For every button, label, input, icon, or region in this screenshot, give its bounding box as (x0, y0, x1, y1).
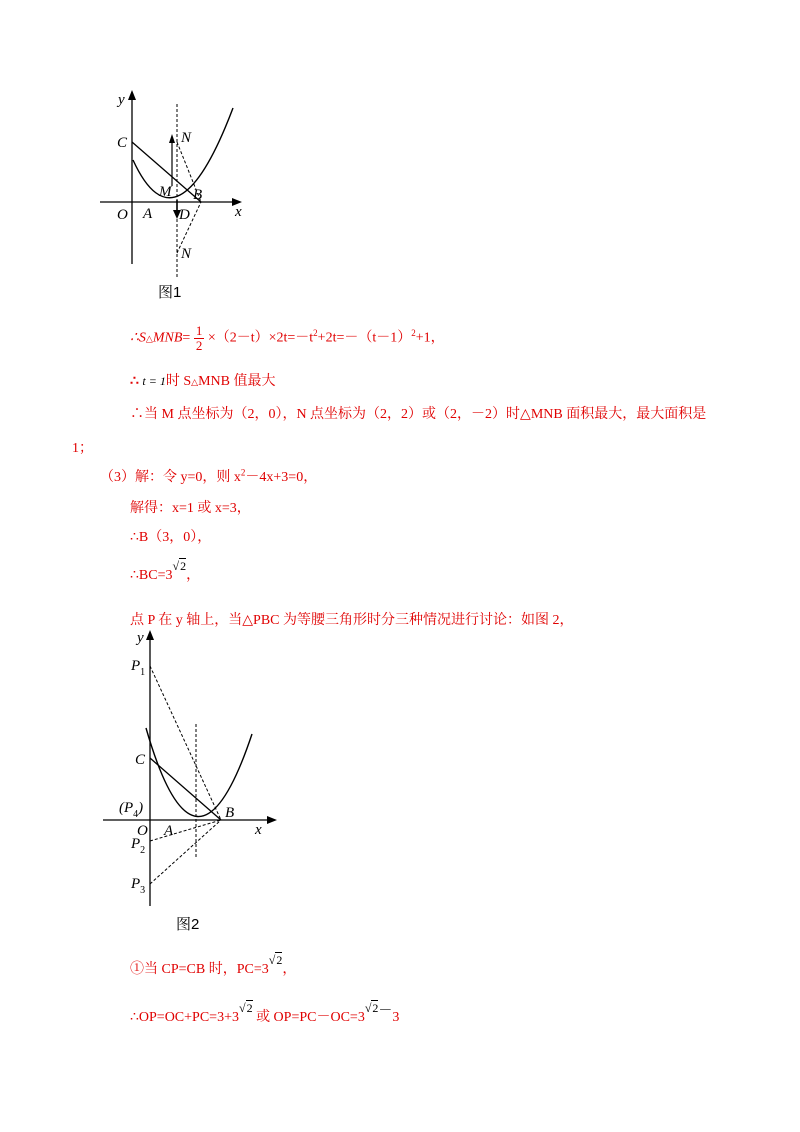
line-area-formula-prefix: ∴S (130, 330, 146, 346)
fig2-label-x: x (255, 822, 262, 838)
line-part3-solve (100, 466, 317, 486)
fig2-label-o: O (137, 823, 148, 839)
fig1-label-c: C (117, 135, 128, 151)
sqrt-radicand: 2 (246, 1001, 253, 1015)
fig2-y-arrow (146, 630, 154, 640)
fig1-label-m: M (159, 184, 172, 200)
figure-1 (95, 88, 255, 280)
line-point-b: ∴B（3，0）， (130, 530, 212, 545)
line-bc-b: ， (186, 568, 201, 583)
fig2-label-p3: $P_3$ (131, 876, 146, 896)
fig2-label-p1: $P_1$ (131, 658, 146, 678)
line-max-area-value: 1； (72, 441, 93, 456)
line-roots: 解得：x=1 或 x=3， (130, 501, 251, 516)
fig2-dashed-p2b (150, 820, 221, 841)
line-op-b: 或 OP=PC－OC=3 (256, 1010, 365, 1025)
fig1-up-arrow-head (169, 134, 175, 143)
line-case1 (130, 953, 297, 978)
fig2-caption: 图2 (176, 916, 200, 933)
line-t-max (130, 370, 275, 390)
line-area-formula-body: ×（2－t）×2t=－t (207, 330, 314, 346)
fig1-label-b: B (193, 187, 203, 203)
line-max-area: ∴当 M 点坐标为（2，0），N 点坐标为（2，2）或（2，－2）时△MNB 面积最大，最大面积是 (130, 407, 707, 422)
line-t-max-when: 时 S (165, 374, 192, 389)
fig1-y-arrow (128, 90, 136, 100)
line-case1-a: ①当 CP=CB 时，PC=3 (130, 962, 269, 977)
line-area-formula-body2: +2t=－（t－1） (317, 330, 412, 346)
fraction-one-half (194, 324, 205, 353)
line-area-formula-end: +1， (415, 330, 445, 346)
fig2-label-b: B (225, 805, 235, 821)
fig1-label-n-top: N (181, 130, 192, 146)
fig1-label-a: A (143, 206, 153, 222)
fig2-label-p4: $(P_4)$ (119, 800, 144, 820)
line-op-minus: － (378, 1004, 393, 1019)
sqrt-icon: √2 (172, 559, 187, 573)
fraction-denominator: 2 (195, 338, 203, 353)
line-op-d: 3 (392, 1010, 400, 1025)
line-t-max-triangle: △ (191, 377, 199, 387)
fig1-label-y: y (118, 92, 125, 108)
sqrt-radicand: 2 (276, 953, 283, 967)
line-area-formula (130, 324, 445, 353)
fig2-dashed-p1b (150, 666, 221, 820)
fig1-parabola (133, 108, 233, 198)
fig1-label-d: D (179, 207, 190, 223)
fig2-label-a: A (164, 823, 174, 839)
line-bc-length (130, 559, 201, 584)
line-bc-a: ∴BC=3 (130, 568, 173, 583)
sqrt-icon: √2 (268, 953, 283, 967)
line-case1-op (130, 1001, 400, 1026)
line-area-formula-sup2: 2 (411, 328, 416, 339)
fig2-dashed-p3b (150, 820, 221, 884)
fig2-label-p2: $P_2$ (131, 836, 146, 856)
line-area-formula-mnb: MNB (152, 330, 183, 346)
line-part3-b: －4x+3=0， (245, 470, 318, 485)
line-area-formula-sup1: 2 (313, 328, 318, 339)
figure-2 (95, 626, 285, 910)
line-case1-b: ， (282, 962, 297, 977)
fig2-x-arrow (267, 816, 277, 824)
line-part3-sup: 2 (240, 467, 246, 478)
line-t-max-therefore: ∴ (130, 374, 139, 389)
line-op-a: ∴OP=OC+PC=3+3 (130, 1010, 239, 1025)
sqrt-icon: √2 (364, 1001, 379, 1015)
sqrt-icon: √2 (238, 1001, 253, 1015)
sqrt-radicand: 2 (180, 559, 187, 573)
sqrt-radicand: 2 (372, 1001, 379, 1015)
line-isosceles-intro: 点 P 在 y 轴上，当△PBC 为等腰三角形时分三种情况进行讨论：如图 2， (130, 613, 574, 628)
fraction-numerator: 1 (195, 323, 203, 338)
fig1-caption: 图1 (158, 284, 182, 301)
fig1-label-o: O (117, 207, 128, 223)
line-t-max-eq: t = 1 (142, 374, 166, 388)
fig2-label-y: y (137, 630, 144, 646)
fig2-label-c: C (135, 752, 146, 768)
line-area-formula-eq: = (182, 330, 191, 346)
line-part3-a: （3）解：令 y=0，则 x (100, 470, 241, 485)
line-area-formula-triangle: △ (145, 333, 153, 344)
fig1-label-n-bottom: N (181, 246, 192, 262)
line-t-max-end: MNB 值最大 (198, 374, 276, 389)
fig1-label-x: x (235, 204, 242, 220)
